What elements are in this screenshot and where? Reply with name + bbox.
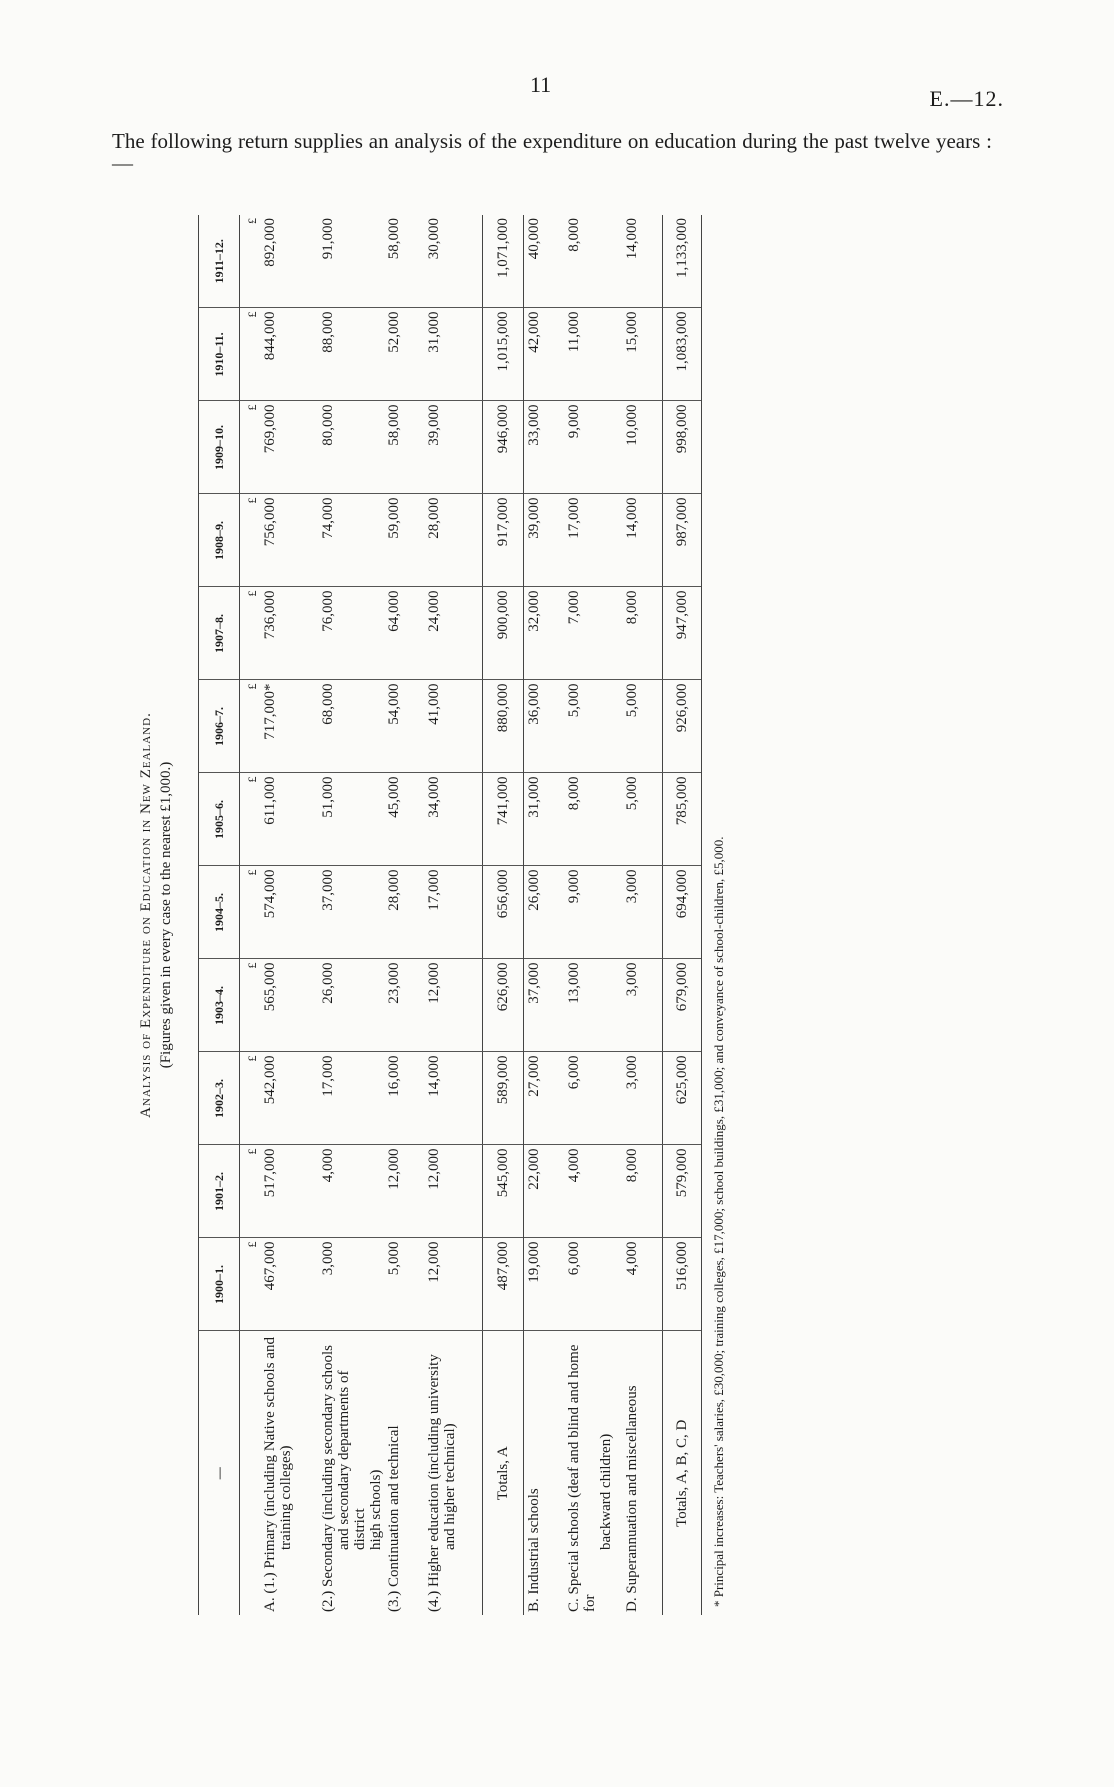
row-label-line: A. (1.) Primary (including Native schools and [262, 1337, 278, 1612]
value-cell: 59,000 [384, 494, 424, 587]
currency-symbol: £ [240, 215, 261, 308]
table-row [524, 215, 565, 1615]
total-cell: 656,000 [483, 866, 524, 959]
value-cell: 52,000 [384, 308, 424, 401]
value-cell: 7,000 [564, 587, 622, 680]
year-header: 1901–2. [199, 1145, 240, 1238]
value-cell: 17,000 [318, 1052, 384, 1145]
expenditure-table [198, 215, 702, 1615]
total-cell: 917,000 [483, 494, 524, 587]
footnote: * Principal increases: Teachers' salaries, £30,000; training colleges, £17,000; school buildings, £31,000; and conveyance of school-children, £5,000. [711, 836, 726, 1607]
total-cell: 545,000 [483, 1145, 524, 1238]
value-cell: 467,000 [260, 1238, 318, 1331]
totals-row [483, 215, 524, 1615]
table-row [318, 215, 384, 1615]
value-cell: 58,000 [384, 215, 424, 308]
row-label [564, 1331, 622, 1615]
row-label [384, 1331, 424, 1615]
row-label-line: B. Industrial schools [526, 1488, 542, 1612]
value-cell: 26,000 [318, 959, 384, 1052]
row-label [318, 1331, 384, 1615]
total-cell: 694,000 [663, 866, 702, 959]
value-cell: 844,000 [260, 308, 318, 401]
row-label-line: backward children) [598, 1433, 614, 1550]
value-cell: 6,000 [564, 1052, 622, 1145]
value-cell: 5,000 [564, 680, 622, 773]
value-cell: 17,000 [564, 494, 622, 587]
value-cell: 3,000 [622, 959, 663, 1052]
row-label-line: and secondary departments of district [336, 1370, 368, 1550]
year-header: 1906–7. [199, 680, 240, 773]
value-cell: 16,000 [384, 1052, 424, 1145]
total-cell: 626,000 [483, 959, 524, 1052]
year-header: 1907–8. [199, 587, 240, 680]
value-cell: 58,000 [384, 401, 424, 494]
value-cell: 41,000 [424, 680, 483, 773]
currency-symbol: £ [240, 1145, 261, 1238]
currency-symbol: £ [240, 1238, 261, 1331]
value-cell: 28,000 [384, 866, 424, 959]
value-cell: 14,000 [622, 215, 663, 308]
year-header: 1910–11. [199, 308, 240, 401]
value-cell: 5,000 [384, 1238, 424, 1331]
total-cell: 1,015,000 [483, 308, 524, 401]
row-label-line: C. Special schools (deaf and blind and home for [566, 1344, 598, 1612]
row-label [622, 1331, 663, 1615]
table-title: Analysis of Expenditure on Education in New Zealand. [138, 712, 154, 1118]
value-cell: 517,000 [260, 1145, 318, 1238]
value-cell: 76,000 [318, 587, 384, 680]
corner-cell: — [199, 1331, 240, 1615]
document-reference: E.—12. [929, 86, 1004, 111]
row-label-line: D. Superannuation and miscellaneous [624, 1385, 640, 1612]
currency-symbol: £ [240, 773, 261, 866]
header-row [199, 215, 240, 1615]
value-cell: 40,000 [524, 215, 565, 308]
total-cell: 589,000 [483, 1052, 524, 1145]
value-cell: 14,000 [424, 1052, 483, 1145]
value-cell: 37,000 [318, 866, 384, 959]
currency-symbol: £ [240, 587, 261, 680]
value-cell: 4,000 [622, 1238, 663, 1331]
row-label-line: (2.) Secondary (including secondary schools [320, 1344, 336, 1612]
row-label [524, 1331, 565, 1615]
table-row [384, 215, 424, 1615]
value-cell: 33,000 [524, 401, 565, 494]
value-cell: 9,000 [564, 866, 622, 959]
value-cell: 12,000 [424, 959, 483, 1052]
value-cell: 12,000 [384, 1145, 424, 1238]
total-cell: 926,000 [663, 680, 702, 773]
value-cell: 5,000 [622, 680, 663, 773]
year-header: 1911–12. [199, 215, 240, 308]
total-cell: 900,000 [483, 587, 524, 680]
value-cell: 80,000 [318, 401, 384, 494]
value-cell: 30,000 [424, 215, 483, 308]
value-cell: 22,000 [524, 1145, 565, 1238]
total-cell: 947,000 [663, 587, 702, 680]
total-cell: 741,000 [483, 773, 524, 866]
table-row [260, 215, 318, 1615]
total-cell: 1,071,000 [483, 215, 524, 308]
value-cell: 12,000 [424, 1238, 483, 1331]
total-cell: 785,000 [663, 773, 702, 866]
value-cell: 54,000 [384, 680, 424, 773]
total-cell: 998,000 [663, 401, 702, 494]
value-cell: 91,000 [318, 215, 384, 308]
year-header: 1902–3. [199, 1052, 240, 1145]
row-label-line: high schools) [368, 1469, 384, 1550]
row-label-line: (4.) Higher education (including university [426, 1354, 442, 1612]
year-header: 1900–1. [199, 1238, 240, 1331]
value-cell: 8,000 [622, 587, 663, 680]
year-header: 1903–4. [199, 959, 240, 1052]
value-cell: 31,000 [524, 773, 565, 866]
value-cell: 12,000 [424, 1145, 483, 1238]
intro-paragraph: The following return supplies an analysis of the expenditure on education during the past twelve years :— [112, 129, 992, 175]
value-cell: 88,000 [318, 308, 384, 401]
total-cell: 579,000 [663, 1145, 702, 1238]
value-cell: 5,000 [622, 773, 663, 866]
value-cell: 8,000 [564, 215, 622, 308]
value-cell: 611,000 [260, 773, 318, 866]
value-cell: 3,000 [622, 1052, 663, 1145]
currency-symbol: £ [240, 959, 261, 1052]
page-number: 11 [530, 72, 552, 97]
currency-symbol: £ [240, 866, 261, 959]
value-cell: 34,000 [424, 773, 483, 866]
total-cell: 880,000 [483, 680, 524, 773]
total-cell: 1,133,000 [663, 215, 702, 308]
value-cell: 4,000 [564, 1145, 622, 1238]
value-cell: 11,000 [564, 308, 622, 401]
value-cell: 24,000 [424, 587, 483, 680]
value-cell: 8,000 [622, 1145, 663, 1238]
totals-label: Totals, A [483, 1331, 524, 1615]
value-cell: 64,000 [384, 587, 424, 680]
expenditure-table-section [130, 215, 726, 1615]
value-cell: 51,000 [318, 773, 384, 866]
currency-symbol: £ [240, 308, 261, 401]
value-cell: 32,000 [524, 587, 565, 680]
value-cell: 717,000* [260, 680, 318, 773]
value-cell: 74,000 [318, 494, 384, 587]
value-cell: 769,000 [260, 401, 318, 494]
value-cell: 37,000 [524, 959, 565, 1052]
row-label-line: (3.) Continuation and technical [386, 1425, 402, 1612]
value-cell: 565,000 [260, 959, 318, 1052]
totals-label: Totals, A, B, C, D [663, 1331, 702, 1615]
total-cell: 487,000 [483, 1238, 524, 1331]
value-cell: 6,000 [564, 1238, 622, 1331]
table-row [424, 215, 483, 1615]
value-cell: 15,000 [622, 308, 663, 401]
currency-symbol: £ [240, 680, 261, 773]
currency-symbol: £ [240, 401, 261, 494]
row-label-line: training colleges) [278, 1445, 294, 1550]
total-cell: 987,000 [663, 494, 702, 587]
value-cell: 28,000 [424, 494, 483, 587]
value-cell: 39,000 [424, 401, 483, 494]
value-cell: 8,000 [564, 773, 622, 866]
value-cell: 736,000 [260, 587, 318, 680]
total-cell: 946,000 [483, 401, 524, 494]
value-cell: 892,000 [260, 215, 318, 308]
value-cell: 10,000 [622, 401, 663, 494]
total-cell: 679,000 [663, 959, 702, 1052]
value-cell: 31,000 [424, 308, 483, 401]
value-cell: 4,000 [318, 1145, 384, 1238]
table-row [564, 215, 622, 1615]
row-label-line: and higher technical) [442, 1423, 458, 1550]
year-header: 1905–6. [199, 773, 240, 866]
value-cell: 68,000 [318, 680, 384, 773]
value-cell: 9,000 [564, 401, 622, 494]
value-cell: 19,000 [524, 1238, 565, 1331]
table-heading [130, 215, 198, 1615]
value-cell: 42,000 [524, 308, 565, 401]
row-label [260, 1331, 318, 1615]
currency-symbol: £ [240, 494, 261, 587]
value-cell: 756,000 [260, 494, 318, 587]
value-cell: 36,000 [524, 680, 565, 773]
value-cell: 3,000 [318, 1238, 384, 1331]
row-label [424, 1331, 483, 1615]
value-cell: 26,000 [524, 866, 565, 959]
value-cell: 574,000 [260, 866, 318, 959]
value-cell: 39,000 [524, 494, 565, 587]
value-cell: 17,000 [424, 866, 483, 959]
value-cell: 13,000 [564, 959, 622, 1052]
table-row [622, 215, 663, 1615]
year-header: 1908–9. [199, 494, 240, 587]
totals-row [663, 215, 702, 1615]
value-cell: 3,000 [622, 866, 663, 959]
total-cell: 1,083,000 [663, 308, 702, 401]
table-subtitle: (Figures given in every case to the nearest £1,000.) [158, 761, 174, 1069]
value-cell: 23,000 [384, 959, 424, 1052]
value-cell: 45,000 [384, 773, 424, 866]
year-header: 1904–5. [199, 866, 240, 959]
currency-symbol: £ [240, 1052, 261, 1145]
value-cell: 14,000 [622, 494, 663, 587]
currency-row [240, 215, 261, 1615]
total-cell: 516,000 [663, 1238, 702, 1331]
year-header: 1909–10. [199, 401, 240, 494]
total-cell: 625,000 [663, 1052, 702, 1145]
value-cell: 542,000 [260, 1052, 318, 1145]
value-cell: 27,000 [524, 1052, 565, 1145]
